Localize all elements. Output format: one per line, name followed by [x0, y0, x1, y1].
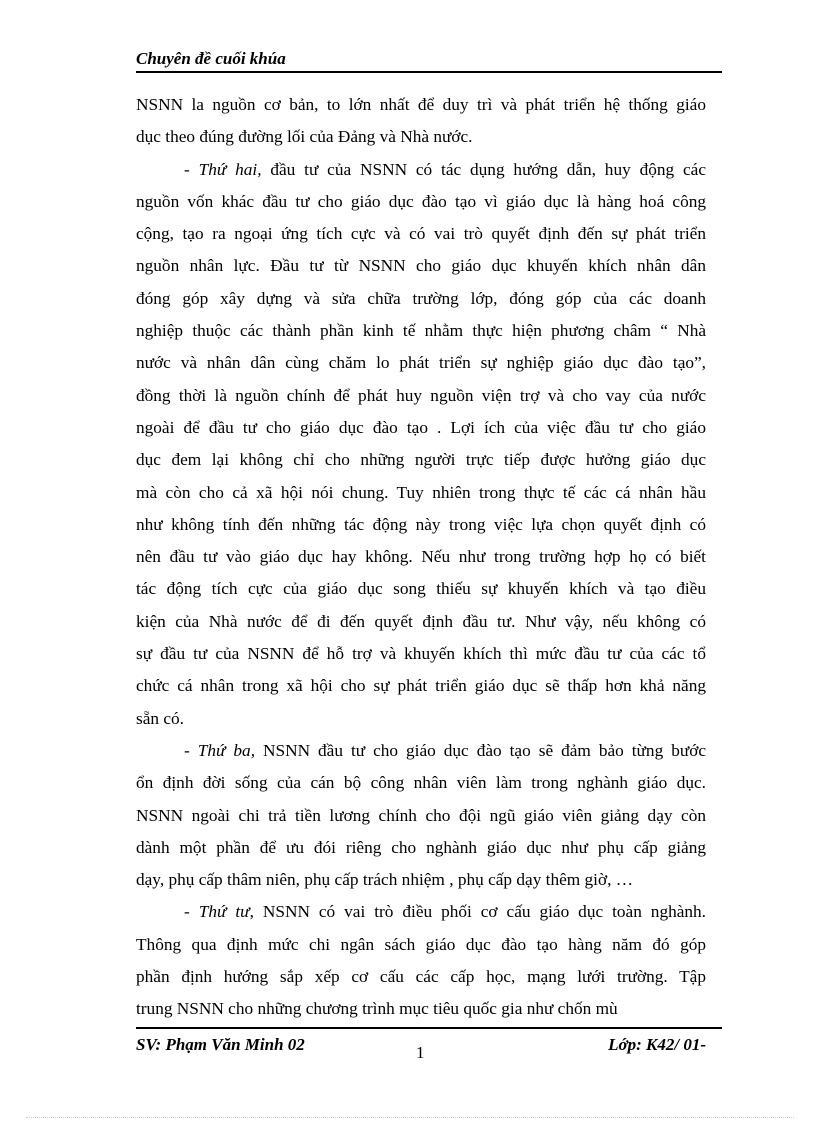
paragraph-start: - Thứ ba, NSNN đầu tư cho giáo dục đào tạo sẽ đảm bảo từng bước [184, 740, 707, 760]
text-line: dục đem lại không chỉ cho những người trực tiếp được hưởng giáo dục [136, 450, 706, 470]
page-bottom-divider [26, 1117, 794, 1118]
text-line: nguồn vốn khác đầu tư cho giáo dục đào tạo vì giáo dục là hàng hoá công [136, 191, 706, 211]
text-line: ổn định đời sống của cán bộ công nhân viên làm trong nghành giáo dục. [136, 773, 706, 793]
page-footer [136, 1027, 722, 1062]
text-line: kiện của Nhà nước để đi đến quyết định đầu tư. Như vậy, nếu không có [136, 611, 706, 631]
text-line: NSNN ngoài chi trả tiền lương chính cho đội ngũ giáo viên giảng dạy còn [136, 805, 706, 825]
paragraph-lead: Thứ tư [198, 902, 250, 922]
text-line: ngoài để đầu tư cho giáo dục đào tạo . Lợi ích của việc đầu tư cho giáo [136, 417, 706, 437]
paragraph-first-line: đầu tư của NSNN có tác dụng hướng dẫn, huy động các [261, 159, 706, 179]
text-line: nghiệp thuộc các thành phần kinh tế nhằm thực hiện phương châm “ Nhà [136, 321, 706, 341]
paragraph-lead: Thứ hai, [198, 159, 262, 179]
body-text [136, 89, 706, 1026]
text-line: sự đầu tư của NSNN để hỗ trợ và khuyến khích thì mức đầu tư của các tổ [136, 644, 706, 664]
text-line: phần định hướng sắp xếp cơ cấu các cấp học, mạng lưới trường. Tập [136, 967, 706, 987]
text-line: tác động tích cực của giáo dục song thiếu sự khuyến khích và tạo điều [136, 579, 706, 599]
text-line: đóng góp xây dựng và sửa chữa trường lớp, đóng góp của các doanh [136, 288, 706, 308]
text-line: đồng thời là nguồn chính để phát huy nguồn viện trợ và cho vay của nước [136, 385, 706, 405]
paragraph-first-line: NSNN đầu tư cho giáo dục đào tạo sẽ đảm bảo từng bước [255, 740, 707, 760]
text-line: Thông qua định mức chi ngân sách giáo dục đào tạo hàng năm đó góp [136, 934, 706, 954]
paragraph-lead: Thứ ba, [197, 740, 256, 760]
page-header [136, 47, 722, 73]
text-line: chức cá nhân trong xã hội cho sự phát triển giáo dục sẽ thấp hơn khả năng [136, 676, 706, 696]
header-title: Chuyên đề cuối khúa [136, 49, 286, 68]
footer-class-label: Lớp: K42/ 01- [608, 1035, 706, 1054]
text-line: dục theo đúng đường lối của Đảng và Nhà nước. [136, 127, 473, 147]
footer-student-name: SV: Phạm Văn Minh 02 [136, 1035, 305, 1054]
text-line: sẵn có. [136, 708, 184, 728]
text-line: cộng, tạo ra ngoại ứng tích cực và có vai trò quyết định đến sự phát triển [136, 224, 706, 244]
paragraph-start: - Thứ hai, đầu tư của NSNN có tác dụng hướng dẫn, huy động các [184, 159, 706, 179]
paragraph-start: - Thứ tư, NSNN có vai trò điều phối cơ cấu giáo dục toàn nghành. [184, 902, 706, 922]
page-number: 1 [416, 1043, 425, 1062]
text-line: nên đầu tư vào giáo dục hay không. Nếu như trong trường hợp họ có biết [136, 547, 706, 567]
text-line: trung NSNN cho những chương trình mục tiêu quốc gia như chốn mù [136, 999, 618, 1019]
text-line: dành một phần để ưu đói riêng cho nghành giáo dục như phụ cấp giảng [136, 837, 706, 857]
text-line: dạy, phụ cấp thâm niên, phụ cấp trách nhiệm , phụ cấp dạy thêm giờ, … [136, 870, 634, 890]
text-line: nước và nhân dân cùng chăm lo phát triển sự nghiệp giáo dục đào tạo”, [136, 353, 706, 373]
text-line: mà còn cho cả xã hội nói chung. Tuy nhiên trong thực tế các cá nhân hầu [136, 482, 706, 502]
text-line: như không tính đến những tác động này trong việc lựa chọn quyết định có [136, 514, 706, 534]
text-line: NSNN la nguồn cơ bản, to lớn nhất để duy trì và phát triển hệ thống giáo [136, 95, 706, 114]
text-line: nguồn nhân lực. Đầu tư từ NSNN cho giáo dục khuyến khích nhân dân [136, 256, 706, 276]
paragraph-first-line: , NSNN có vai trò điều phối cơ cấu giáo dục toàn nghành. [249, 902, 706, 922]
